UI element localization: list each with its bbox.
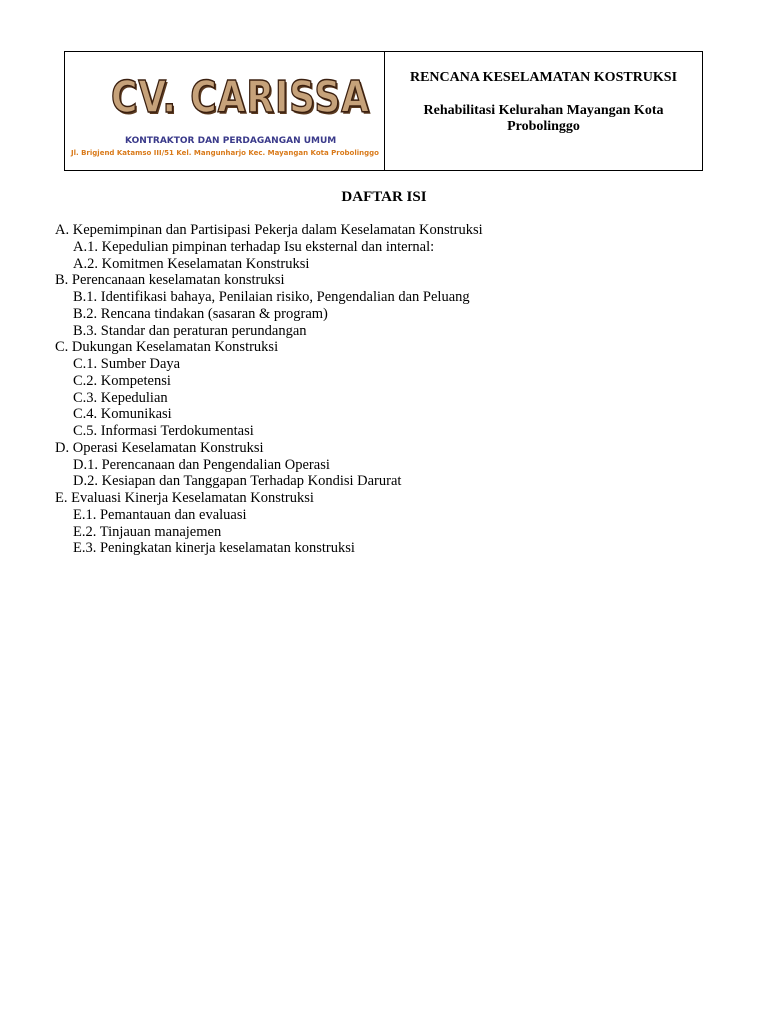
toc-item: C.3. Kepedulian (73, 389, 168, 406)
toc-item: D.2. Kesiapan dan Tanggapan Terhadap Kondisi Darurat (73, 473, 402, 490)
project-title: Rehabilitasi Kelurahan Mayangan Kota Probolinggo (423, 103, 664, 134)
toc-section-e (55, 490, 483, 557)
toc-section-c (55, 339, 483, 440)
toc-section-label: D. Operasi Keselamatan Konstruksi (55, 439, 264, 456)
toc-item: E.2. Tinjauan manajemen (73, 523, 222, 540)
toc-item: C.2. Kompetensi (73, 372, 171, 389)
toc-item: E.3. Peningkatan kinerja keselamatan konstruksi (73, 540, 355, 557)
toc-item: B.1. Identifikasi bahaya, Penilaian risiko, Pengendalian dan Peluang (73, 289, 470, 305)
toc-heading: DAFTAR ISI (341, 189, 427, 205)
toc-item: C.1. Sumber Daya (73, 356, 181, 372)
company-address: Jl. Brigjend Katamso III/51 Kel. Mangunharjo Kec. Mayangan Kota Probolinggo (71, 149, 379, 157)
toc-section-d (55, 440, 483, 490)
toc-section-label: B. Perencanaan keselamatan konstruksi (55, 272, 285, 289)
toc-item: C.5. Informasi Terdokumentasi (73, 423, 254, 439)
company-name: CV. CARISSA (111, 72, 370, 123)
toc-section-b (55, 272, 483, 339)
toc-item: A.1. Kepedulian pimpinan terhadap Isu eksternal dan internal: (73, 238, 435, 255)
toc-section-label: C. Dukungan Keselamatan Konstruksi (55, 339, 279, 356)
document-header (64, 51, 703, 171)
toc-item: E.1. Pemantauan dan evaluasi (73, 506, 247, 523)
toc-item: B.3. Standar dan peraturan perundangan (73, 322, 307, 339)
toc-item: A.2. Komitmen Keselamatan Konstruksi (73, 255, 310, 272)
company-logo (65, 52, 385, 170)
toc-section-label: E. Evaluasi Kinerja Keselamatan Konstruksi (55, 490, 314, 506)
toc-section-label: A. Kepemimpinan dan Partisipasi Pekerja dalam Keselamatan Konstruksi (55, 222, 483, 238)
header-title-cell (385, 52, 702, 170)
document-title: RENCANA KESELAMATAN KOSTRUKSI (409, 70, 678, 85)
table-of-contents (55, 222, 483, 557)
toc-item: B.2. Rencana tindakan (sasaran & program) (73, 305, 328, 322)
company-subtitle: KONTRAKTOR DAN PERDAGANGAN UMUM (125, 136, 337, 146)
toc-item: C.4. Komunikasi (73, 406, 172, 423)
toc-section-a (55, 222, 483, 272)
toc-item: D.1. Perencanaan dan Pengendalian Operasi (73, 456, 330, 473)
